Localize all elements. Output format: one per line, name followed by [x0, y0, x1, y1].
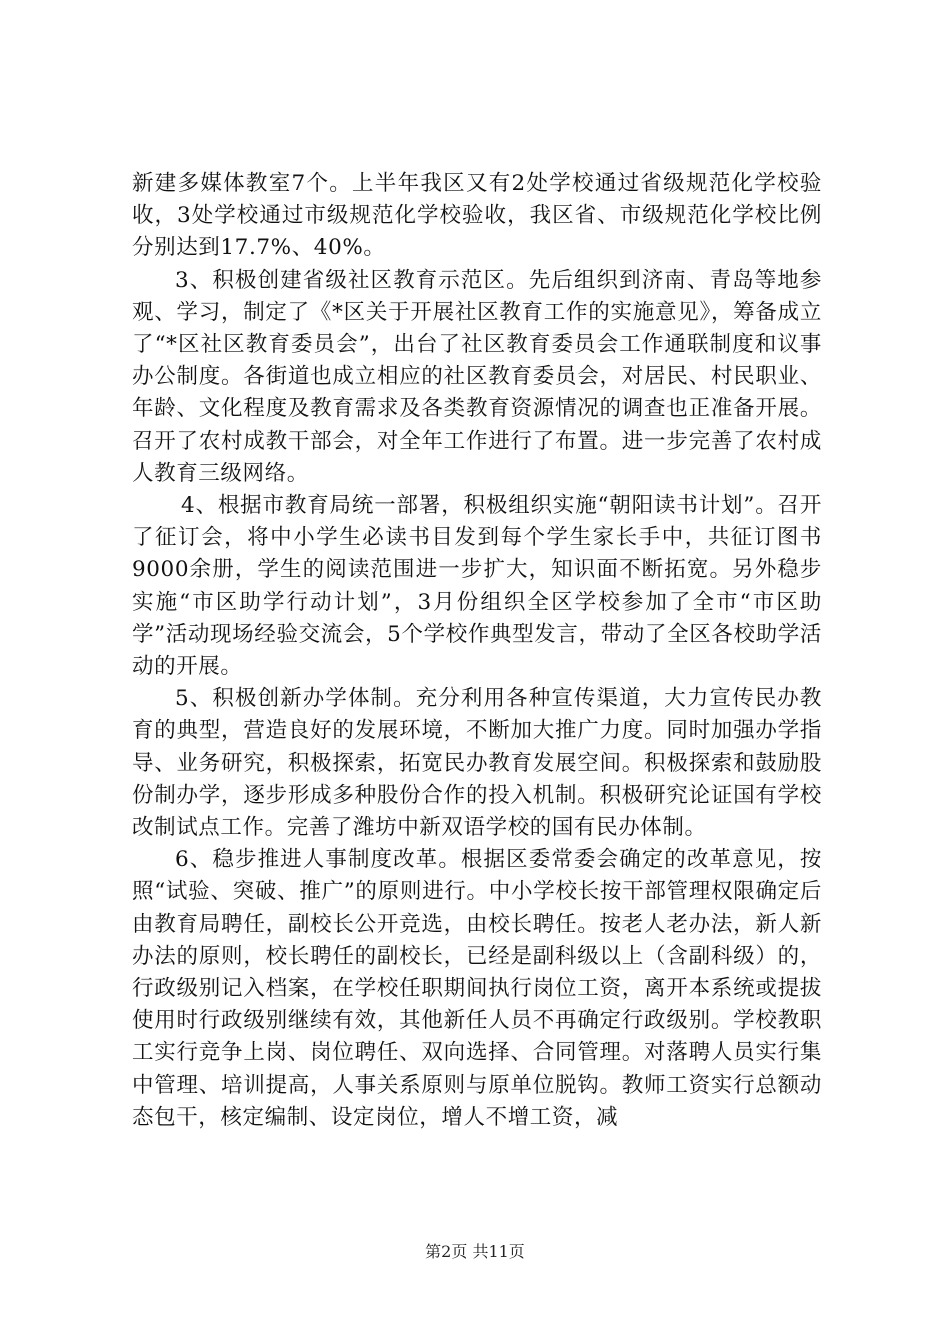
- page-number-label: 第2页 共11页: [425, 1242, 525, 1261]
- paragraph-4: 5、积极创新办学体制。充分利用各种宣传渠道，大力宣传民办教育的典型，营造良好的发展环境，不断加大推广力度。同时加强办学指导、业务研究，积极探索，拓宽民办教育发展空间。积极探索和鼓励股份制办学，逐步形成多种股份合作的投入机制。积极研究论证国有学校改制试点工作。完善了潍坊中新双语学校的国有民办体制。: [132, 686, 822, 841]
- page-footer: [0, 1242, 950, 1262]
- paragraph-3: 4、根据市教育局统一部署，积极组织实施“朝阳读书计划”。召开了征订会，将中小学生必读书目发到每个学生家长手中，共征订图书9000余册，学生的阅读范围进一步扩大，知识面不断拓宽。另外稳步实施“市区助学行动计划”，3月份组织全区学校参加了全市“市区助学”活动现场经验交流会，5个学校作典型发言，带动了全区各校助学活动的开展。: [132, 493, 822, 680]
- paragraph-5: 6、稳步推进人事制度改革。根据区委常委会确定的改革意见，按照“试验、突破、推广”的原则进行。中小学校长按干部管理权限确定后由教育局聘任，副校长公开竞选，由校长聘任。按老人老办法，新人新办法的原则，校长聘任的副校长，已经是副科级以上（含副科级）的，行政级别记入档案，在学校任职期间执行岗位工资，离开本系统或提拔使用时行政级别继续有效，其他新任人员不再确定行政级别。学校教职工实行竞争上岗、岗位聘任、双向选择、合同管理。对落聘人员实行集中管理、培训提高，人事关系原则与原单位脱钩。教师工资实行总额动态包干，核定编制、设定岗位，增人不增工资，减: [132, 847, 822, 1130]
- paragraph-2: 3、积极创建省级社区教育示范区。先后组织到济南、青岛等地参观、学习，制定了《*区关于开展社区教育工作的实施意见》，筹备成立了“*区社区教育委员会”，出台了社区教育委员会工作通联制度和议事办公制度。各街道也成立相应的社区教育委员会，对居民、村民职业、年龄、文化程度及教育需求及各类教育资源情况的调查也正准备开展。召开了农村成教干部会，对全年工作进行了布置。进一步完善了农村成人教育三级网络。: [132, 267, 822, 486]
- paragraph-1: 新建多媒体教室7个。上半年我区又有2处学校通过省级规范化学校验收，3处学校通过市级规范化学校验收，我区省、市级规范化学校比例分别达到17.7%、40%。: [132, 171, 822, 261]
- document-body: [132, 168, 822, 1134]
